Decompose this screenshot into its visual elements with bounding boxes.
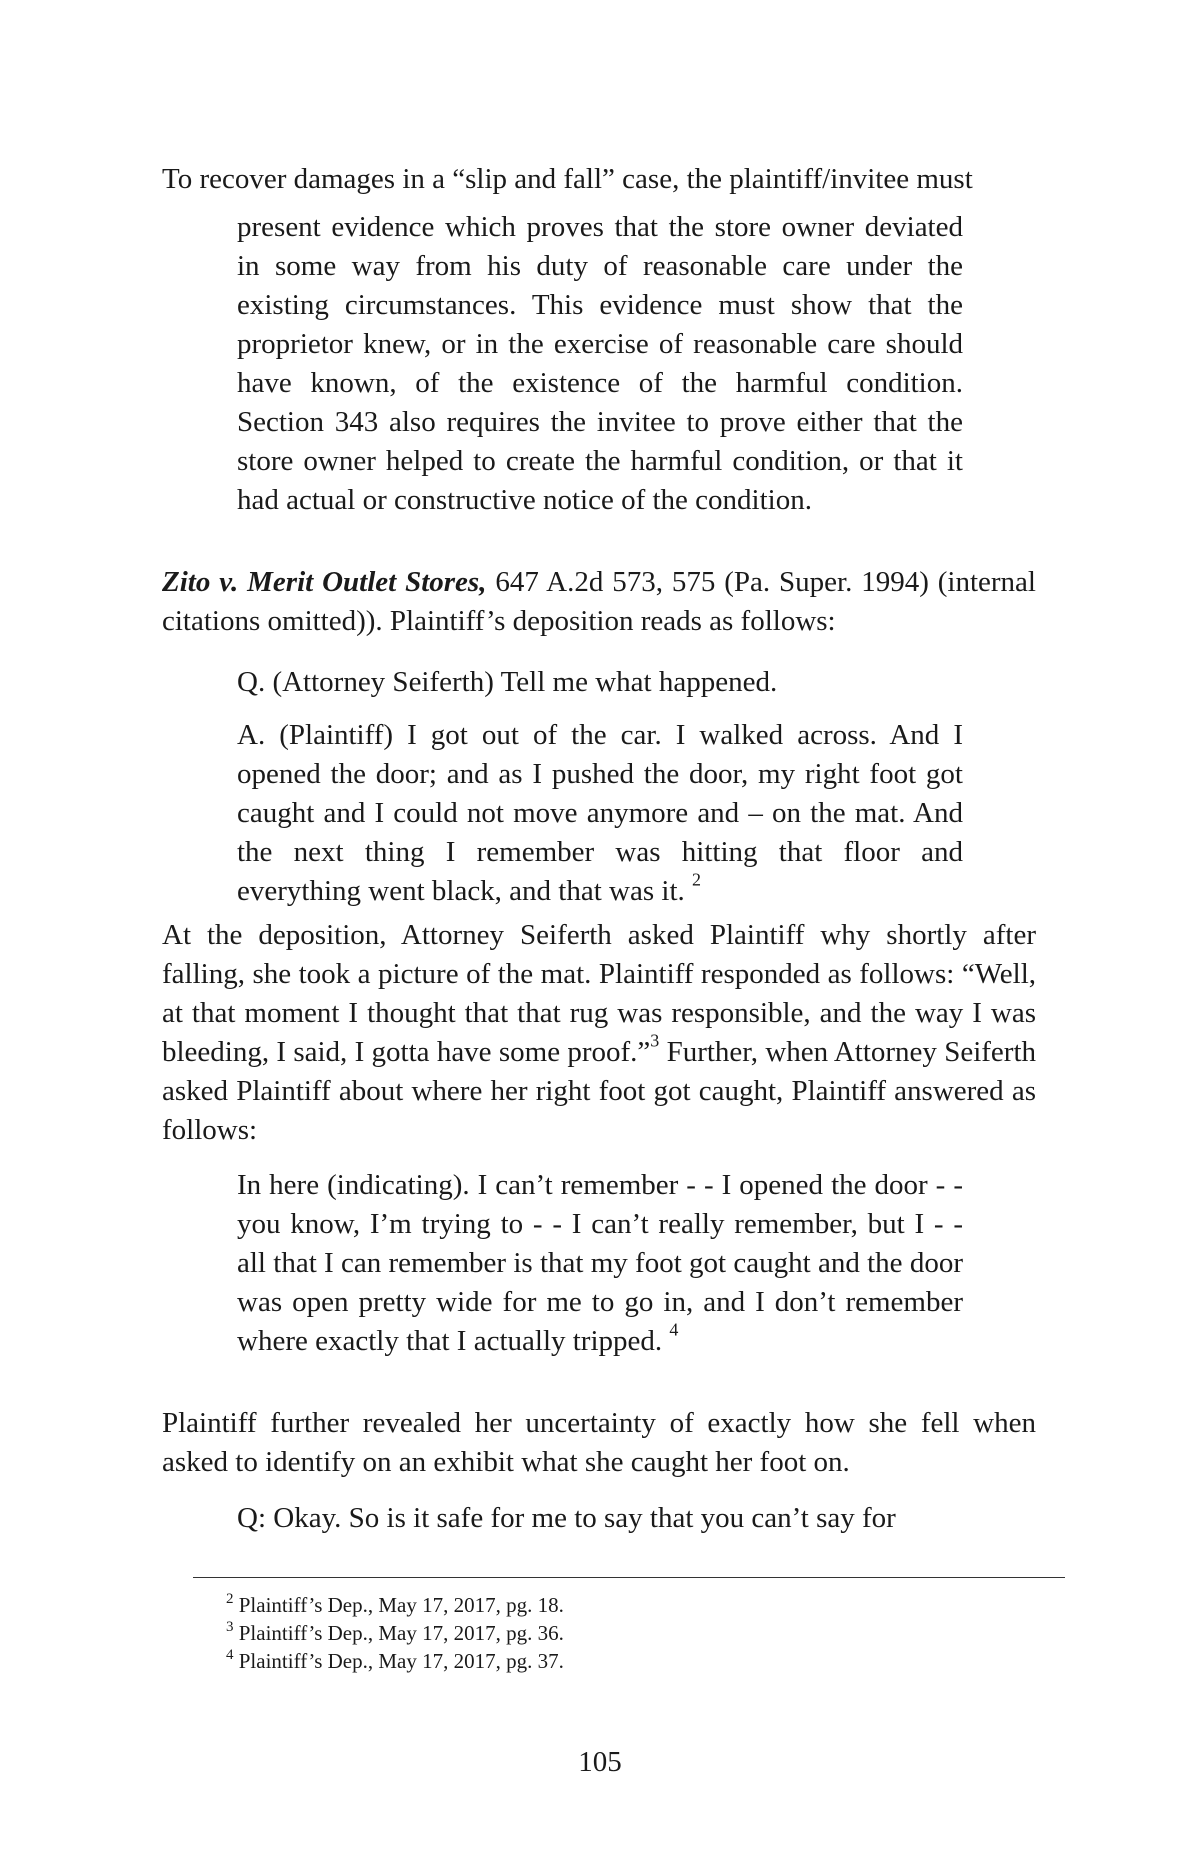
paragraph-deposition-photo-text: At the deposition, Attorney Seiferth asked Plaintiff why shortly after falling, she took a picture of the mat. Plaintiff responded as follows: “Well, at that moment I thought that that rug was responsible, and the way I was bleeding, I said, I gotta have some proof.” (162, 919, 1036, 1068)
deposition-answer-1 (237, 716, 963, 911)
paragraph-deposition-photo-text-after: Further, when Attorney Seiferth asked Plaintiff about where her right foot got caught, Plaintiff answered as follows: (162, 1036, 1037, 1146)
deposition-question-1 (237, 663, 963, 702)
block-quote-zito-text: present evidence which proves that the store owner deviated in some way from his duty of reasonable care under the existing circumstances. This evidence must show that the proprietor knew, or in the exercise of reasonable care should have known, of the existence of the harmful condition. Section 343 also requires the invitee to prove either that the store owner helped to create the harmful condition, or that it had actual or constructive notice of the condition. (237, 211, 963, 516)
citation-paragraph (162, 563, 1036, 641)
block-quote-zito (237, 208, 963, 520)
deposition-question-1-text: Q. (Attorney Seiferth) Tell me what happened. (237, 666, 778, 698)
paragraph-uncertainty-text: Plaintiff further revealed her uncertainty of exactly how she fell when asked to identify on an exhibit what she caught her foot on. (162, 1407, 1036, 1478)
paragraph-uncertainty (162, 1404, 1036, 1482)
footnote-3 (226, 1619, 1026, 1647)
footnote-ref-3: 3 (650, 1030, 660, 1051)
footnote-4-text: Plaintiff’s Dep., May 17, 2017, pg. 37. (238, 1649, 564, 1673)
footnote-4 (226, 1647, 1026, 1675)
intro-line: To recover damages in a “slip and fall” case, the plaintiff/invitee must (162, 163, 973, 195)
footnote-3-text: Plaintiff’s Dep., May 17, 2017, pg. 36. (238, 1621, 564, 1645)
block-quote-indicating-text: In here (indicating). I can’t remember - - I opened the door - - you know, I’m trying to - - I can’t really remember, but I - - all that I can remember is that my foot got caught and the door was open pretty wide for me to go in, and I don’t remember where exactly that I actually tripped. (237, 1169, 963, 1357)
footnote-2-text: Plaintiff’s Dep., May 17, 2017, pg. 18. (238, 1593, 564, 1617)
footnote-2-number: 2 (226, 1591, 234, 1607)
deposition-answer-1-text: A. (Plaintiff) I got out of the car. I walked across. And I opened the door; and as I pushed the door, my right foot got caught and I could not move anymore and – on the mat. And the next thing I remember was hitting that floor and everything went black, and that was it. (237, 719, 963, 907)
footnote-divider (193, 1577, 1065, 1578)
deposition-question-2 (237, 1499, 963, 1538)
footnote-4-number: 4 (226, 1647, 234, 1663)
footnote-ref-2: 2 (692, 869, 702, 890)
case-name: Zito v. Merit Outlet Stores, (162, 566, 487, 598)
footnotes (226, 1591, 1026, 1675)
footnote-3-number: 3 (226, 1619, 234, 1635)
block-quote-indicating (237, 1166, 963, 1361)
deposition-question-2-text: Q: Okay. So is it safe for me to say that you can’t say for (237, 1502, 896, 1534)
page-number: 105 (578, 1746, 622, 1778)
citation-rest: 647 A.2d 573, 575 (Pa. Super. 1994) (internal citations omitted)). Plaintiff’s deposition reads as follows: (162, 566, 1036, 637)
footnote-ref-4: 4 (669, 1319, 679, 1340)
footnote-2 (226, 1591, 1026, 1619)
paragraph-deposition-photo (162, 916, 1036, 1150)
